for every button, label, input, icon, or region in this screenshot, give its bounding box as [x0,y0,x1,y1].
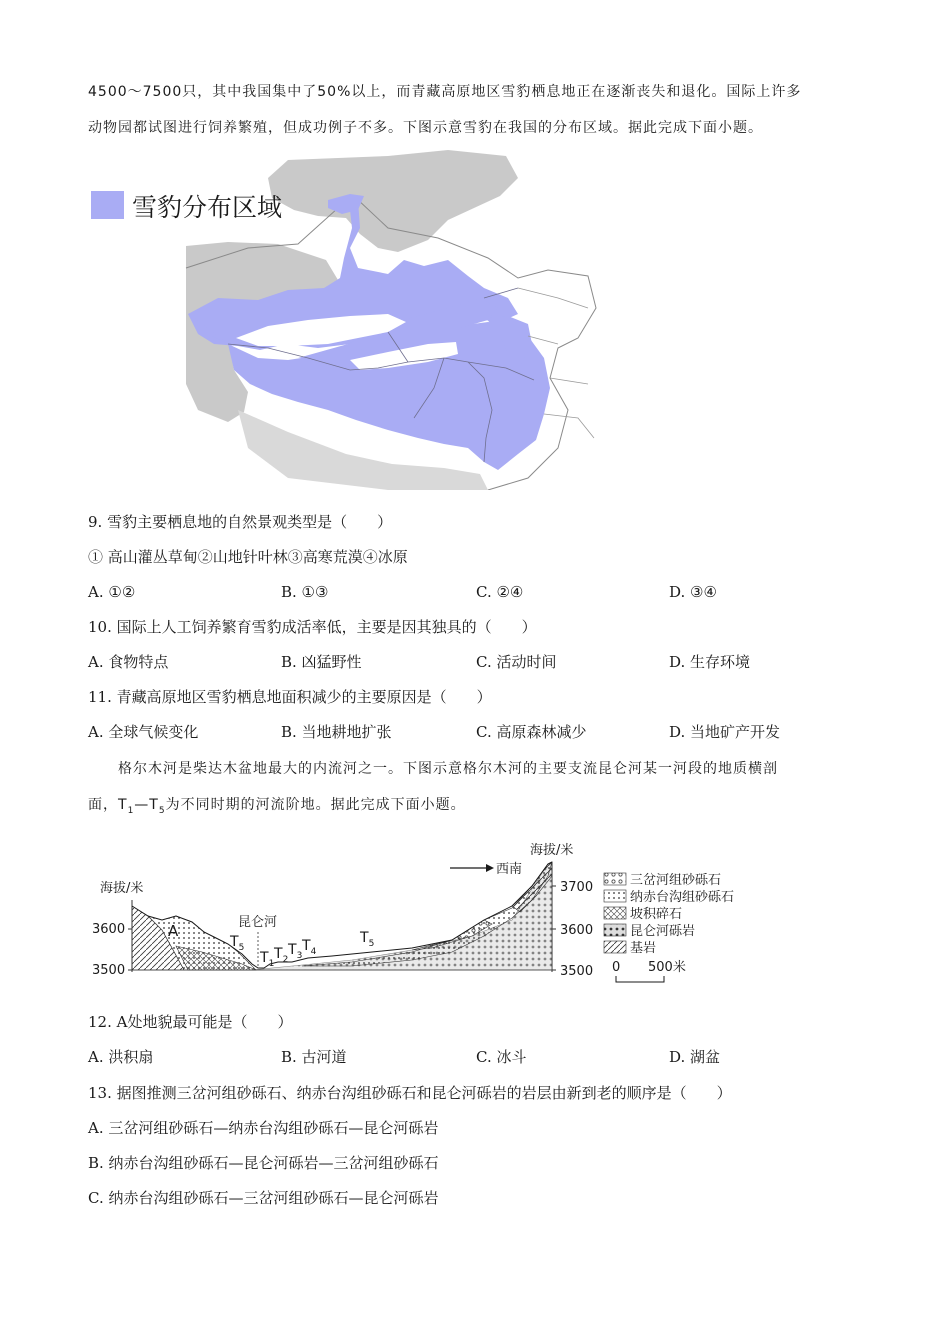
q9-option-a[interactable]: A. ①② [88,583,136,601]
tick-left-3500: 3500 [92,963,126,978]
scale-bar [612,959,686,982]
terrace-t2: $T_2$ [274,946,289,965]
q13-option-a[interactable]: A. 三岔河组砂砾石—纳赤台沟组砂砾石—昆仑河砾岩 [88,1119,439,1137]
passage1-line2: 动物园都试图进行饲养繁殖，但成功例子不多。下图示意雪豹在我国的分布区域。据此完成下面小题。 [88,120,763,136]
q9-stem: 9. 雪豹主要栖息地的自然景观类型是（ ） [88,513,393,531]
snow-leopard-map [88,148,608,490]
tick-right-3600: 3600 [560,923,594,938]
q9-items: ① 高山灌丛草甸②山地针叶林③高寒荒漠④冰原 [88,548,408,566]
legend-debris: 坡积碎石 [630,907,683,922]
river-label: 昆仑河 [238,915,278,930]
terrace-t1: $T_1$ [260,950,275,969]
q13-option-b[interactable]: B. 纳赤台沟组砂砾石—昆仑河砾岩—三岔河组砂砾石 [88,1154,439,1172]
terrace-t5-left: $T_5$ [230,934,245,953]
q10-option-a[interactable]: A. 食物特点 [88,653,169,671]
legend-swatch-conglomerate [604,924,626,936]
q10-stem: 10. 国际上人工饲养繁育雪豹成活率低，主要是因其独具的（ ） [88,618,537,636]
q12-option-c[interactable]: C. 冰斗 [476,1048,527,1066]
q10-option-d[interactable]: D. 生存环境 [669,653,751,671]
terrace-t5-right: $T_5$ [360,930,375,949]
legend-swatch-debris [604,907,626,919]
profile-legend [604,872,734,956]
scale-zero: 0 [612,960,621,975]
q9-option-d[interactable]: D. ③④ [669,583,717,601]
map-svg [88,148,608,490]
legend-nachitaigou: 纳赤台沟组砂砾石 [630,890,735,905]
legend-swatch-sanchahe [604,873,626,885]
direction-label: 西南 [496,862,523,877]
q12-option-d[interactable]: D. 湖盆 [669,1048,721,1066]
passage2-line1: 格尔木河是柴达木盆地最大的内流河之一。下图示意格尔木河的主要支流昆仑河某一河段的地质横剖 [118,761,778,777]
q9-option-b[interactable]: B. ①③ [281,583,329,601]
tick-left-3600: 3600 [92,922,126,937]
geologic-profile [92,836,752,986]
q11-option-d[interactable]: D. 当地矿产开发 [669,723,781,741]
terrace-t4: $T_4$ [302,938,317,957]
y-axis-label-left: 海拔/米 [100,881,144,896]
q12-option-a[interactable]: A. 洪积扇 [88,1048,154,1066]
legend-swatch [91,191,124,219]
q10-option-c[interactable]: C. 活动时间 [476,653,557,671]
tick-right-3500: 3500 [560,964,594,979]
q11-option-b[interactable]: B. 当地耕地扩张 [281,723,392,741]
profile-svg [92,836,752,986]
q13-option-c[interactable]: C. 纳赤台沟组砂砾石—三岔河组砂砾石—昆仑河砾岩 [88,1189,439,1207]
y-axis-label-right: 海拔/米 [530,843,574,858]
passage2-line2: 面，$T_1—T_5$为不同时期的河流阶地。据此完成下面小题。 [88,797,466,816]
label-a: A [168,922,179,940]
scale-label: 500米 [648,960,686,975]
q12-stem: 12. A处地貌最可能是（ ） [88,1013,293,1031]
legend-swatch-bedrock [604,941,626,953]
q9-option-c[interactable]: C. ②④ [476,583,524,601]
tick-right-3700: 3700 [560,880,594,895]
q11-option-c[interactable]: C. 高原森林减少 [476,723,587,741]
legend-conglomerate: 昆仑河砾岩 [630,924,696,939]
legend-label: 雪豹分布区域 [132,193,283,222]
q10-option-b[interactable]: B. 凶猛野性 [281,653,362,671]
q11-stem: 11. 青藏高原地区雪豹栖息地面积减少的主要原因是（ ） [88,688,492,706]
q13-stem: 13. 据图推测三岔河组砂砾石、纳赤台沟组砂砾石和昆仑河砾岩的岩层由新到老的顺序是（ ） [88,1084,732,1102]
legend-bedrock: 基岩 [630,941,657,956]
terrace-t3: $T_3$ [288,942,303,961]
legend-sanchahe: 三岔河组砂砾石 [630,873,722,888]
q11-option-a[interactable]: A. 全球气候变化 [88,723,199,741]
legend-swatch-nachitaigou [604,890,626,902]
q12-option-b[interactable]: B. 古河道 [281,1048,347,1066]
passage1-line1: 4500～7500只，其中我国集中了50%以上，而青藏高原地区雪豹栖息地正在逐渐丧失和退化。国际上许多 [88,84,802,100]
